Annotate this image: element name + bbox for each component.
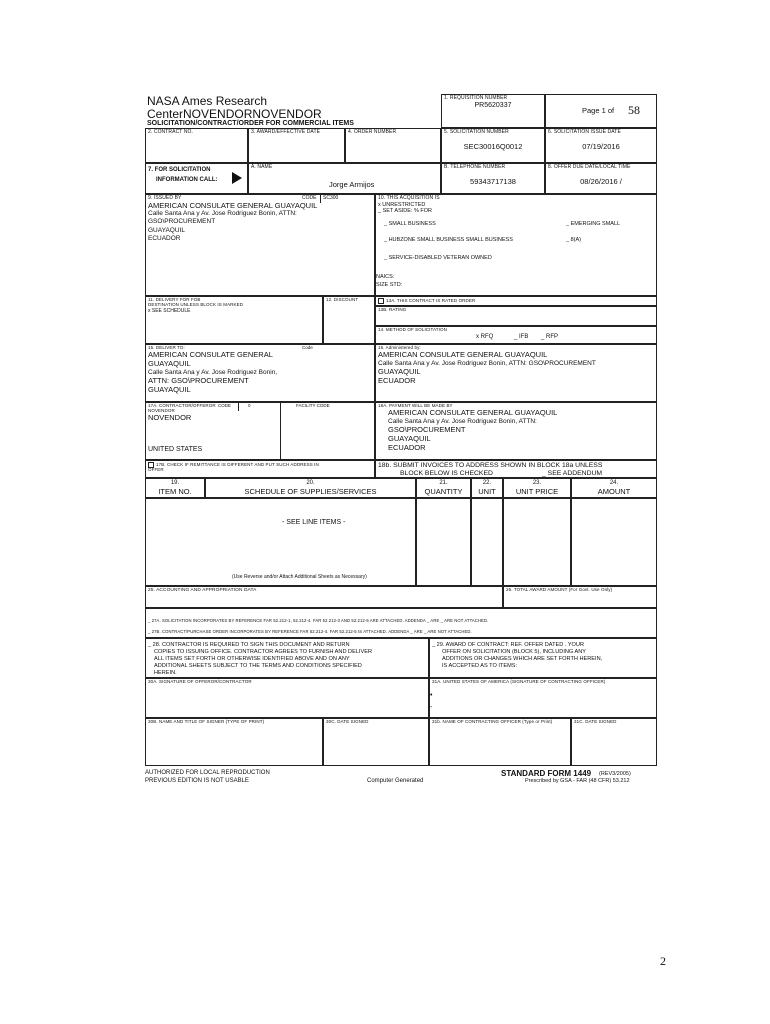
payment-label: 18A. PAYMENT WILL BE MADE BY: [378, 403, 453, 408]
method-label: 14. METHOD OF SOLICITATION: [378, 327, 447, 332]
remittance-label: 17B. CHECK IF REMITTANCE IS DIFFERENT AND PUT SUCH ADDRESS IN: [156, 462, 319, 468]
deliver-to-label: 15. DELIVER TO:: [148, 345, 185, 350]
col-20-label: SCHEDULE OF SUPPLIES/SERVICES: [244, 486, 377, 496]
deliver-to-code-label: Code: [302, 345, 313, 350]
issued-by-line: ECUADOR: [148, 234, 181, 242]
contractor-label: 17A. CONTRACTOR/OFFEROR: [148, 403, 216, 408]
rated-order-label: 13A. THIS CONTRACT IS RATED ORDER: [386, 298, 476, 304]
payment-line: ECUADOR: [388, 442, 426, 452]
col-21-label: QUANTITY: [424, 486, 463, 496]
block-29-line: OFFER ON SOLICITATION (BLOCK 5), INCLUDING ANY: [442, 648, 587, 655]
quantity-column: [416, 498, 471, 586]
block-27b-text: _ 27B. CONTRACT/PURCHASE ORDER INCORPORATES BY REFERENCE FAR 52.212-4. FAR 52.212-5 IS ATTACHED. ADDENDA _ ARE _ ARE NOT ATTACHED.: [148, 628, 472, 634]
payment-line: GUAYAQUIL: [388, 433, 431, 443]
form-title: NASA Ames Research CenterNOVENDORNOVENDOR: [147, 94, 322, 121]
ifb-option[interactable]: _ IFB: [514, 334, 529, 340]
page-indicator: [545, 94, 657, 128]
block-31a-signature[interactable]: 31A. UNITED STATES OF AMERICA (SIGNATURE OF CONTRACTING OFFICER) • -: [429, 678, 657, 718]
block-30c-date-signed: [323, 718, 429, 766]
block-13a-rated-order: [375, 296, 657, 306]
officer-date-signed-label: 31C. DATE SIGNED: [574, 719, 617, 724]
deliver-to-line: ATTN: GSO\PROCUREMENT: [148, 375, 249, 385]
block-28-line: HEREIN.: [154, 669, 177, 676]
block-12-discount: [323, 296, 375, 344]
deliver-to-line: GUAYAQUIL: [148, 384, 191, 394]
administered-by-line: AMERICAN CONSULATE GENERAL GUAYAQUIL: [378, 349, 548, 359]
block-9-issued-by: [145, 194, 375, 296]
hubzone-option[interactable]: _ HUBZONE SMALL BUSINESS SMALL BUSINESS: [384, 237, 513, 243]
block-29-line: IS ACCEPTED AS TO ITEMS:: [442, 662, 518, 669]
block-17a-contractor: [145, 402, 375, 460]
accounting-label: 25. ACCOUNTING AND APPROPRIATION DATA: [148, 588, 257, 593]
issued-by-line: AMERICAN CONSULATE GENERAL GUAYAQUIL: [148, 200, 318, 210]
block-4-order-number: [345, 128, 441, 163]
use-reverse-note: (Use Reverse and/or Attach Additional Sheets as Necessary): [232, 574, 367, 580]
solicitation-date-label: 6. SOLICITATION ISSUE DATE: [548, 129, 621, 135]
remittance-sublabel: OFFER: [148, 467, 164, 473]
emerging-small-option[interactable]: _ EMERGING SMALL: [566, 221, 621, 227]
offer-due-date: 08/26/2016 /: [580, 176, 622, 186]
block-29-line: _ 29. AWARD OF CONTRACT: REF. OFFER DATED . YOUR: [432, 642, 584, 648]
order-number-label: 4. ORDER NUMBER: [348, 129, 397, 135]
for-solicitation-label: 7. FOR SOLICITATION: [148, 167, 211, 173]
contractor-code-label: CODE: [218, 403, 232, 408]
page-number: 2: [660, 954, 666, 968]
offer-due-label: 8. OFFER DUE DATE/LOCAL TIME: [548, 164, 631, 170]
col-24-header: [571, 478, 657, 498]
block-28-line: _ 28. CONTRACTOR IS REQUIRED TO SIGN THIS DOCUMENT AND RETURN: [148, 642, 350, 648]
name-label: A. NAME: [251, 164, 273, 170]
block-3-award-date: [248, 128, 345, 163]
acquisition-label: 10. THIS ACQUISITION IS: [378, 195, 440, 201]
block-14-method: [375, 326, 657, 344]
block-5-solicitation-number: [441, 128, 545, 163]
col-21-header: [416, 478, 471, 498]
block-8-offer-due: [545, 163, 657, 194]
deliver-to-line: AMERICAN CONSULATE GENERAL: [148, 349, 273, 359]
contractor-code: 0: [248, 403, 251, 408]
rating-label: 13B. RATING: [378, 307, 407, 312]
issued-by-code: SC300: [323, 195, 339, 201]
issued-by-line: GUAYAQUIL: [148, 226, 185, 234]
rated-order-checkbox[interactable]: [378, 298, 384, 304]
signer-name-label: 30B. NAME AND TITLE OF SIGNER (TYPE OF PRINT): [148, 719, 265, 724]
contractor-date-signed-label: 30C. DATE SIGNED: [326, 719, 369, 724]
submit-invoices-text: 18b. SUBMIT INVOICES TO ADDRESS SHOWN IN BLOCK 18a UNLESS: [378, 462, 603, 469]
deliver-to-line: Calle Santa Ana y Av. Jose Rodriguez Bonin,: [148, 368, 278, 376]
block-27-incorporation: [145, 608, 657, 638]
block-11-delivery: [145, 296, 323, 344]
block-28-line: ADDITIONAL SHEETS SUBJECT TO THE TERMS AND CONDITIONS SPECIFIED: [154, 662, 362, 669]
amount-column: [571, 498, 657, 586]
block-15-deliver-to: [145, 344, 375, 402]
block-31c-date-signed: [571, 718, 657, 766]
authorized-reproduction: AUTHORIZED FOR LOCAL REPRODUCTION: [145, 770, 270, 776]
unit-column: [471, 498, 503, 586]
block-28-line: COPIES TO ISSUING OFFICE. CONTRACTOR AGREES TO FURNISH AND DELIVER: [154, 648, 372, 655]
block-26-total-award: [503, 586, 657, 608]
block-27a-text: _ 27A. SOLICITATION INCORPORATES BY REFERENCE FAR 52.212-1, 52.212-4. FAR 52.212-3 AND 52.212-5 ARE ATTACHED. ADDENDA _ ARE _ ARE NOT ATTACHED.: [148, 618, 489, 623]
administered-by-label: 16. Administered by:: [378, 345, 421, 350]
payment-line: AMERICAN CONSULATE GENERAL GUAYAQUIL: [388, 407, 558, 417]
col-22-header: [471, 478, 503, 498]
see-line-items: - SEE LINE ITEMS -: [282, 519, 346, 526]
solicitation-number-label: 5. SOLICITATION NUMBER: [444, 129, 509, 135]
delivery-sublabel: DESTINATION UNLESS BLOCK IS MARKED: [148, 301, 244, 307]
officer-name-label: 31b. NAME OF CONTRACTING OFFICER (Type or Print): [432, 719, 553, 724]
form-subtitle: SOLICITATION/CONTRACT/ORDER FOR COMMERCIAL ITEMS: [147, 120, 354, 128]
block-29-award: [429, 638, 657, 678]
contractor-name: NOVENDOR: [148, 412, 192, 422]
telephone-number: 59343717138: [470, 176, 516, 186]
unit-price-column: [503, 498, 571, 586]
issued-by-line: GSO\PROCUREMENT: [148, 218, 216, 226]
requisition-label: 1. REQUISITION NUMBER: [444, 95, 508, 101]
total-award-label: 26. TOTAL AWARD AMOUNT (For Govt. Use Only): [506, 587, 613, 592]
col-23-header: [503, 478, 571, 498]
col-23-label: UNIT PRICE: [515, 486, 559, 496]
sdvosb-option[interactable]: _ SERVICE-DISABLED VETERAN OWNED: [384, 255, 492, 261]
prescribed-by: Prescribed by GSA - FAR (48 CFR) 53.212: [525, 778, 630, 784]
issued-by-label: 9. ISSUED BY: [148, 195, 182, 201]
col-19-label: ITEM NO.: [158, 486, 192, 496]
administered-by-line: ECUADOR: [378, 375, 416, 385]
col-22-label: UNIT: [478, 486, 496, 496]
col-20-header: [205, 478, 416, 498]
block-18b-submit-invoices: [375, 460, 657, 478]
block-below-checked: BLOCK BELOW IS CHECKED: [400, 470, 493, 477]
col-23-number: 23.: [532, 480, 542, 486]
block-29-line: ADDITIONS OR CHANGES WHICH ARE SET FORTH HEREIN,: [442, 655, 603, 662]
arrow-right-icon: [232, 172, 242, 184]
see-schedule-option[interactable]: x SEE SCHEDULE: [148, 307, 191, 314]
naics-label: NAICS:: [376, 274, 395, 280]
block-17b-remittance: [145, 460, 375, 478]
col-24-number: 24.: [609, 480, 619, 486]
col-19-header: [145, 478, 205, 498]
block-2-contract-no: [145, 128, 248, 163]
contact-name: Jorge Armijos: [329, 180, 375, 189]
award-date-label: 3. AWARD/EFFECTIVE DATE: [251, 129, 321, 135]
block-28-contractor-sign: [145, 638, 429, 678]
solicitation-date: 07/19/2016: [582, 141, 620, 151]
page-total: 58: [628, 103, 640, 117]
standard-form-number: STANDARD FORM 1449: [501, 769, 592, 778]
col-24-label: AMOUNT: [597, 486, 631, 496]
set-aside-option[interactable]: _ SET ASIDE: % FOR: [378, 208, 432, 215]
rfq-option[interactable]: x RFQ: [476, 334, 494, 340]
previous-edition: PREVIOUS EDITION IS NOT USABLE: [145, 778, 249, 784]
block-25-accounting: [145, 586, 503, 608]
size-std-label: SIZE STD:: [376, 282, 403, 288]
unrestricted-option[interactable]: x UNRESTRICTED: [378, 201, 426, 208]
contractor-country: UNITED STATES: [148, 446, 203, 453]
payment-line: Calle Santa Ana y Av. Jose Rodriguez Bonin, ATTN:: [388, 417, 537, 425]
block-30a-signature[interactable]: [145, 678, 429, 718]
issued-by-line: Calle Santa Ana y Av. Jose Rodriguez Bonin, ATTN:: [148, 210, 297, 218]
contractor-sublabel: NOVENDOR: [148, 407, 175, 413]
col-19-number: 19.: [170, 480, 180, 486]
page-label: Page 1 of: [582, 106, 615, 115]
col-21-number: 21.: [439, 480, 448, 486]
block-6-solicitation-date: [545, 128, 657, 163]
small-business-option[interactable]: _ SMALL BUSINESS: [384, 221, 436, 227]
form-header: [145, 94, 441, 128]
payment-line: GSO\PROCUREMENT: [388, 424, 466, 434]
delivery-label: 11. DELIVERY FOR FOB: [148, 297, 201, 302]
block-13b-rating: [375, 306, 657, 326]
block-7-for-solicitation: [145, 163, 248, 194]
sf1449-form: [145, 94, 657, 794]
block-28-line: ALL ITEMS SET FORTH OR OTHERWISE IDENTIFIED ABOVE AND ON ANY: [154, 655, 350, 662]
block-18a-payment: [375, 402, 657, 460]
administered-by-line: Calle Santa Ana y Av. Jose Rodriguez Bonin, ATTN: GSO\PROCUREMENT: [378, 359, 596, 367]
offeror-signature-label: 30A. SIGNATURE OF OFFEROR/CONTRACTOR: [148, 679, 252, 684]
block-7a-name: [248, 163, 441, 194]
block-31b-officer-name: [429, 718, 571, 766]
solicitation-number: SEC30016Q0012: [463, 141, 523, 151]
facility-code-label: FACILITY CODE: [296, 403, 330, 408]
block-7b-telephone: [441, 163, 545, 194]
schedule-body: [145, 498, 416, 586]
administered-by-line: GUAYAQUIL: [378, 366, 421, 376]
see-addendum-option[interactable]: _ SEE ADDENDUM: [542, 470, 603, 477]
issued-by-code-label: CODE: [302, 195, 317, 201]
contract-no-label: 2. CONTRACT NO.: [148, 129, 194, 135]
computer-generated: Computer Generated: [367, 778, 424, 784]
block-16-administered-by: [375, 344, 657, 402]
block-30b-signer-name: [145, 718, 323, 766]
block-1-requisition: [441, 94, 545, 128]
eight-a-option[interactable]: _ 8(A): [566, 237, 581, 243]
col-22-number: 22.: [482, 480, 492, 486]
requisition-number: PR5620337: [474, 101, 512, 109]
rfp-option[interactable]: _ RFP: [541, 334, 559, 340]
col-20-number: 20.: [306, 480, 315, 486]
block-10-acquisition: [375, 194, 657, 296]
contracting-officer-signature-label: 31A. UNITED STATES OF AMERICA (SIGNATURE OF CONTRACTING OFFICER): [432, 679, 606, 684]
discount-label: 12. DISCOUNT: [326, 297, 359, 302]
form-revision: (REV3/2005): [599, 771, 631, 777]
information-call-label: INFORMATION CALL:: [156, 176, 218, 183]
telephone-label: B. TELEPHONE NUMBER: [444, 164, 506, 170]
deliver-to-line: GUAYAQUIL: [148, 358, 191, 368]
